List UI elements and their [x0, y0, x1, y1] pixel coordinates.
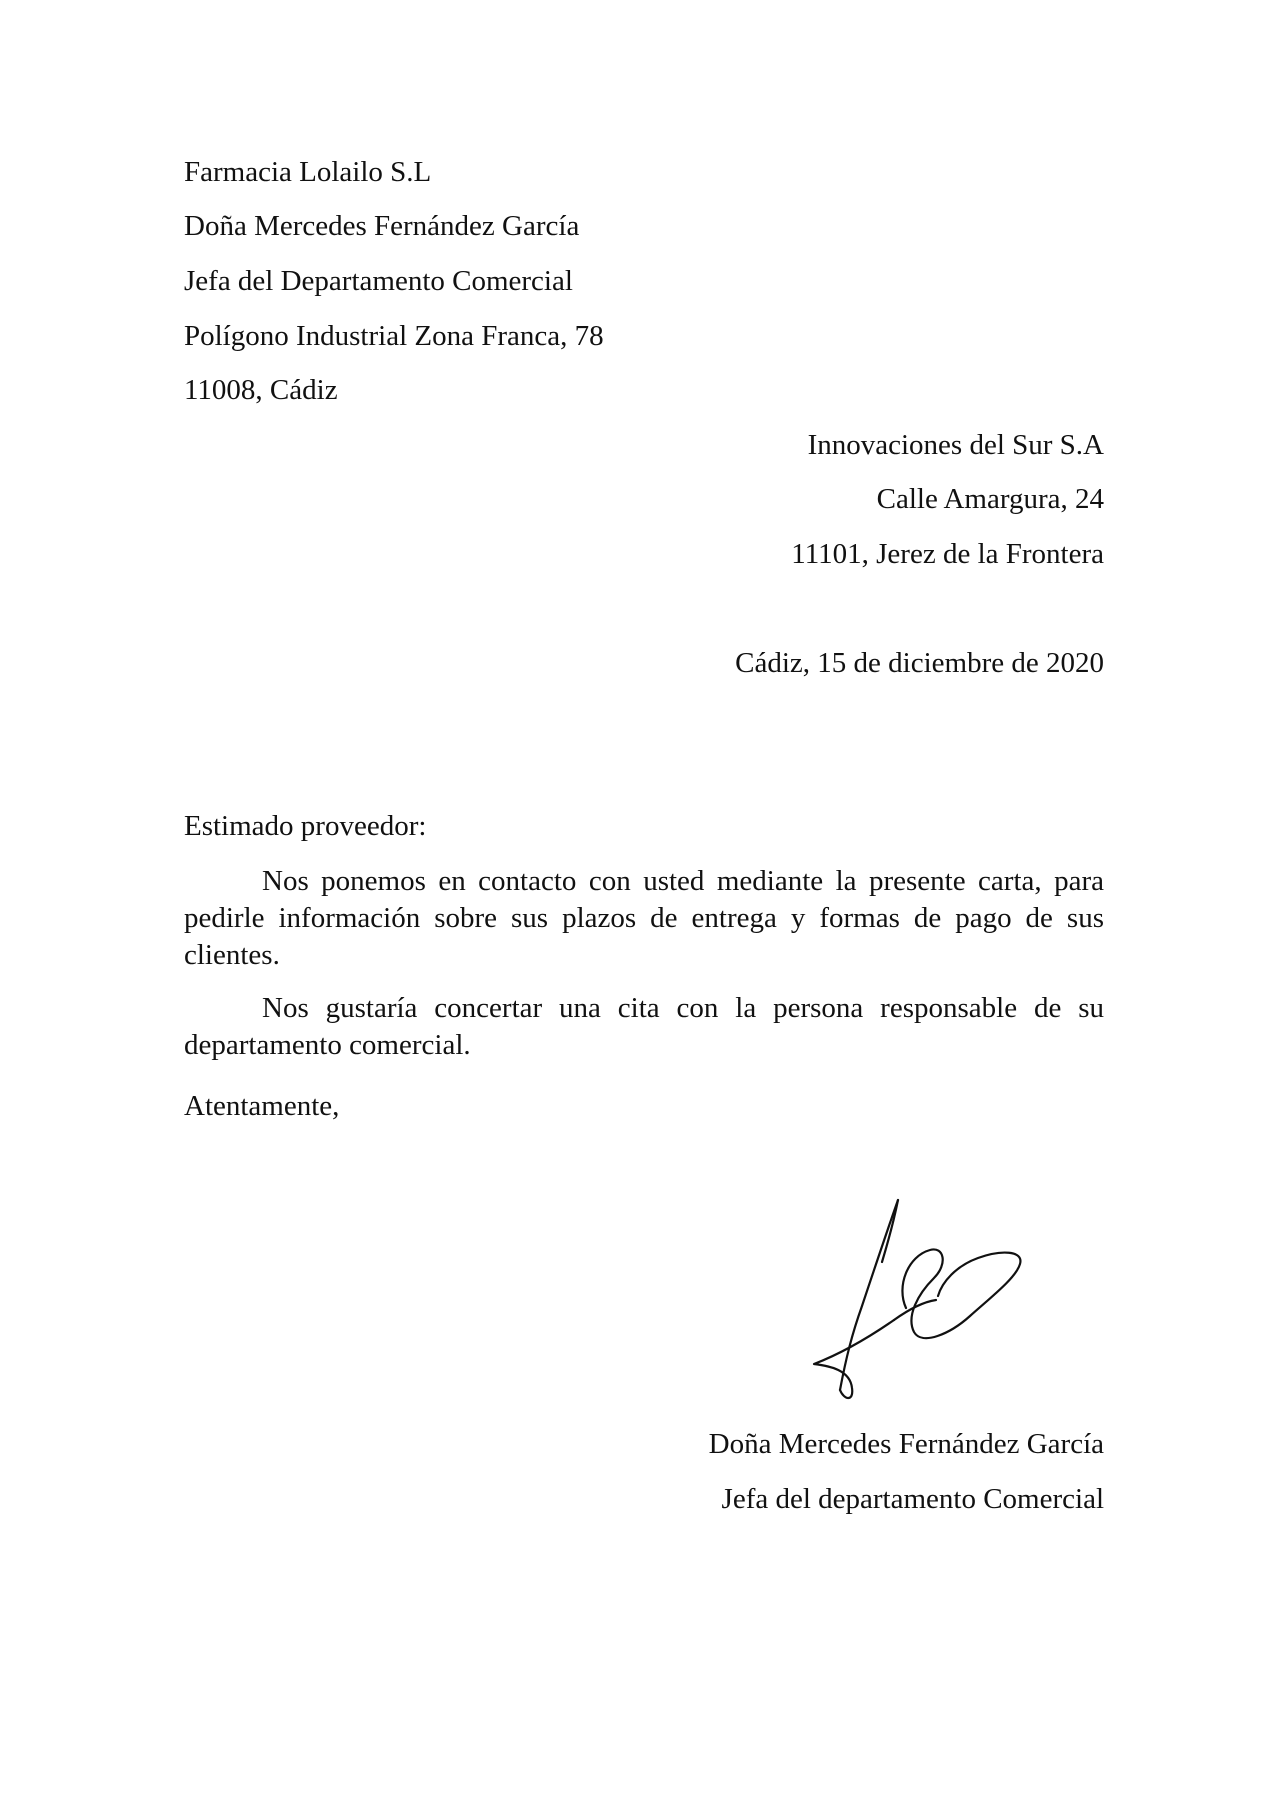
sender-city: 11101, Jerez de la Frontera	[791, 538, 1104, 570]
body-paragraph-2: Nos gustaría concertar una cita con la persona responsable de su departamento comercial.	[184, 992, 1104, 1061]
recipient-company: Farmacia Lolailo S.L	[184, 156, 432, 188]
greeting: Estimado proveedor:	[184, 810, 427, 842]
handwritten-signature	[810, 1198, 1040, 1408]
recipient-name: Doña Mercedes Fernández García	[184, 210, 580, 242]
signature-role: Jefa del departamento Comercial	[721, 1483, 1104, 1515]
recipient-address: Polígono Industrial Zona Franca, 78	[184, 320, 604, 352]
letter-body	[184, 863, 1104, 1064]
recipient-city: 11008, Cádiz	[184, 374, 338, 406]
sender-company: Innovaciones del Sur S.A	[807, 429, 1104, 461]
signature-strokes	[814, 1200, 1020, 1398]
signature-name: Doña Mercedes Fernández García	[708, 1428, 1104, 1460]
closing: Atentamente,	[184, 1090, 340, 1122]
sender-street: Calle Amargura, 24	[876, 483, 1104, 515]
body-paragraph-1: Nos ponemos en contacto con usted mediante la presente carta, para pedirle información sobre sus plazos de entrega y formas de pago de sus clientes.	[184, 865, 1104, 971]
letter-date: Cádiz, 15 de diciembre de 2020	[735, 647, 1104, 679]
recipient-role: Jefa del Departamento Comercial	[184, 265, 573, 297]
